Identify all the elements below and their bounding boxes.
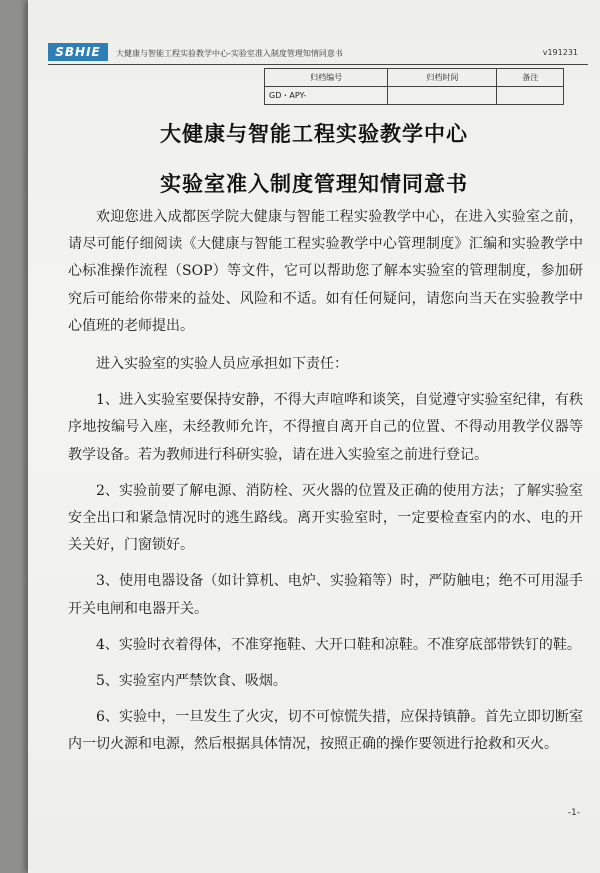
page-header xyxy=(48,40,588,65)
version-label: v191231 xyxy=(542,48,578,57)
archive-header-row xyxy=(265,69,564,87)
archive-table xyxy=(264,68,564,105)
rule-6: 6、实验中，一旦发生了火灾，切不可惊慌失措，应保持镇静。首先立即切断室内一切火源和电源，然后根据具体情况，按照正确的操作要领进行抢救和灭火。 xyxy=(68,709,583,753)
archive-remark-value xyxy=(497,87,564,105)
document-body xyxy=(68,204,583,759)
rule-4: 4、实验时衣着得体，不准穿拖鞋、大开口鞋和凉鞋。不准穿底部带铁钉的鞋。 xyxy=(96,636,581,653)
document-page xyxy=(28,0,600,873)
responsibility-lead: 进入实验室的实验人员应承担如下责任： xyxy=(96,356,348,373)
header-title: 大健康与智能工程实验教学中心-实验室准入制度管理知情同意书 xyxy=(116,49,343,58)
intro-paragraph: 欢迎您进入成都医学院大健康与智能工程实验教学中心，在进入实验室之前，请尽可能仔细阅读《大健康与智能工程实验教学中心管理制度》汇编和实验教学中心标准操作流程（SOP）等文件，它可以帮助您了解本实验室的管理制度，参加研究后可能给你带来的益处、风险和不适。如有任何疑问，请您向当天在实验教学中心值班的老师提出。 xyxy=(68,209,583,334)
archive-remark-header: 备注 xyxy=(497,69,564,87)
archive-number-header: 归档编号 xyxy=(265,69,388,87)
sbhie-logo: SBHIE xyxy=(48,43,108,61)
document-title-line2: 实验室准入制度管理知情同意书 xyxy=(160,172,468,196)
rule-2: 2、实验前要了解电源、消防栓、灭火器的位置及正确的使用方法；了解实验室安全出口和紧急情况时的逃生路线。离开实验室时，一定要检查室内的水、电的开关关好，门窗锁好。 xyxy=(68,482,583,554)
archive-number-value: GD・APY- xyxy=(265,87,388,105)
archive-time-header: 归档时间 xyxy=(388,69,497,87)
archive-time-value xyxy=(388,87,497,105)
rule-1: 1、进入实验室要保持安静，不得大声喧哗和谈笑，自觉遵守实验室纪律，有秩序地按编号入座，未经教师允许，不得擅自离开自己的位置、不得动用教学仪器等教学设备。若为教师进行科研实验，请在进入实验室之前进行登记。 xyxy=(68,392,583,463)
document-title-line1: 大健康与智能工程实验教学中心 xyxy=(160,122,468,146)
page-number: -1- xyxy=(567,808,580,818)
rule-5: 5、实验室内严禁饮食、吸烟。 xyxy=(96,673,287,690)
archive-value-row xyxy=(265,87,564,105)
rule-3: 3、使用电器设备（如计算机、电炉、实验箱等）时，严防触电；绝不可用湿手开关电闸和电器开关。 xyxy=(68,573,583,617)
